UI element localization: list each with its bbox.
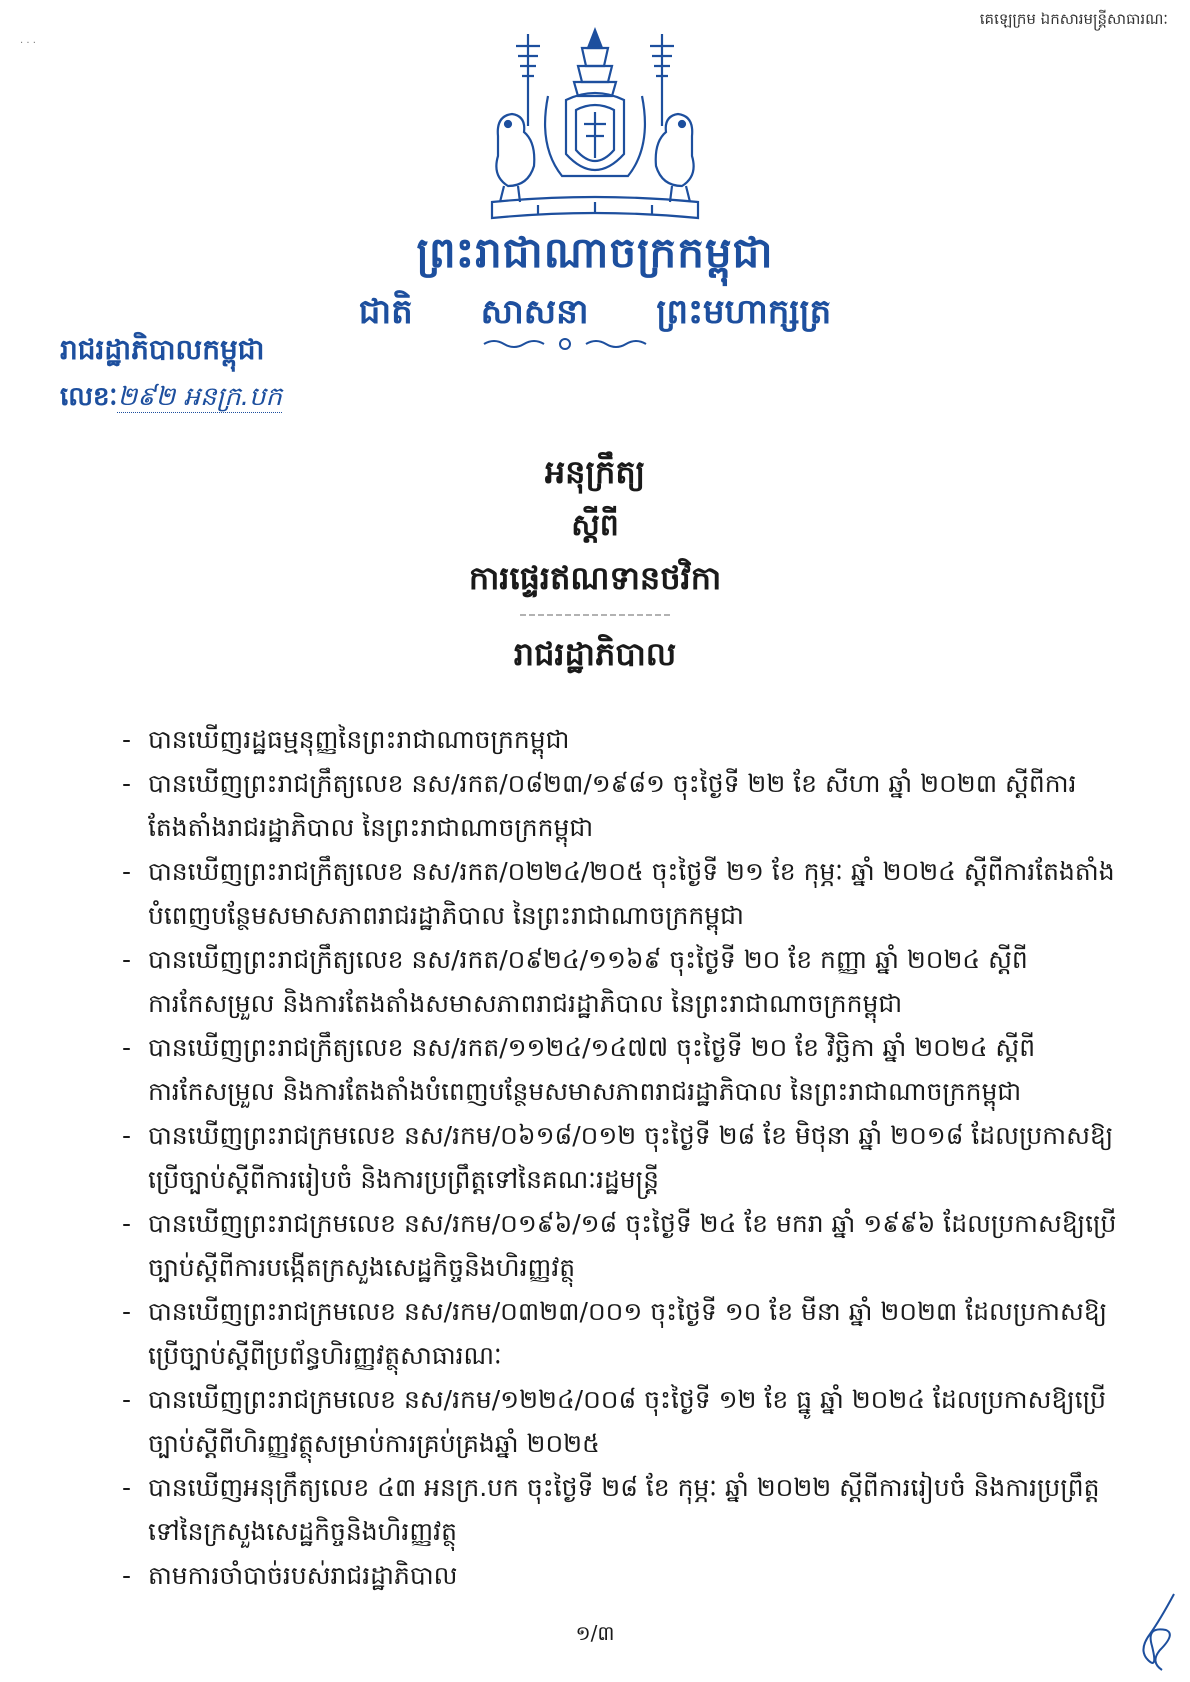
number-label: លេខៈ: [60, 382, 118, 412]
document-type: អនុក្រឹត្យ: [544, 453, 646, 491]
document-number: [60, 380, 282, 418]
scan-speck: · · ·: [20, 38, 36, 49]
ornament-divider-icon: [480, 336, 650, 352]
list-item: - បានឃើញព្រះរាជក្រឹត្យលេខ នស/រកត/០៨២៣/១៩៨១ ចុះថ្ងៃទី ២២ ខែ សីហា ឆ្នាំ ២០២៣ ស្តីពីការតែងតាំងរាជរដ្ឋាភិបាល នៃព្រះរាជាណាចក្រកម្ពុជា: [122, 762, 1122, 850]
list-item: - បានឃើញព្រះរាជក្រឹត្យលេខ នស/រកត/០២២៤/២០៥ ចុះថ្ងៃទី ២១ ខែ កុម្ភៈ ឆ្នាំ ២០២៤ ស្តីពីការតែងតាំងបំពេញបន្ថែមសមាសភាពរាជរដ្ឋាភិបាល នៃព្រះរាជាណាចក្រកម្ពុជា: [122, 850, 1122, 938]
considerations-list: [122, 718, 1122, 1598]
title-divider-icon: [520, 612, 670, 618]
about-label: ស្តីពី: [571, 508, 619, 543]
list-item: - បានឃើញព្រះរាជក្រមលេខ នស/រកម/០៦១៨/០១២ ចុះថ្ងៃទី ២៨ ខែ មិថុនា ឆ្នាំ ២០១៨ ដែលប្រកាសឱ្យប្រើច្បាប់ស្តីពីការរៀបចំ និងការប្រព្រឹត្តទៅនៃគណៈរដ្ឋមន្ត្រី: [122, 1114, 1122, 1202]
issuer-heading: រាជរដ្ឋាភិបាល: [513, 635, 677, 673]
page-number: ១/៣: [575, 1621, 615, 1645]
royal-coat-of-arms-icon: [478, 26, 712, 226]
list-item: - បានឃើញព្រះរាជក្រឹត្យលេខ នស/រកត/០៩២៤/១១៦៩ ចុះថ្ងៃទី ២០ ខែ កញ្ញា ឆ្នាំ ២០២៤ ស្តីពីការកែសម្រួល និងការតែងតាំងសមាសភាពរាជរដ្ឋាភិបាល នៃព្រះរាជាណាចក្រកម្ពុជា: [122, 938, 1122, 1026]
list-item: - បានឃើញអនុក្រឹត្យលេខ ៤៣ អនក្រ.បក ចុះថ្ងៃទី ២៨ ខែ កុម្ភៈ ឆ្នាំ ២០២២ ស្តីពីការរៀបចំ និងការប្រព្រឹត្តទៅនៃក្រសួងសេដ្ឋកិច្ចនិងហិរញ្ញវត្ថុ: [122, 1466, 1122, 1554]
list-item: - បានឃើញរដ្ឋធម្មនុញ្ញនៃព្រះរាជាណាចក្រកម្ពុជា: [122, 718, 1122, 762]
list-item: - បានឃើញព្រះរាជក្រមលេខ នស/រកម/០៣២៣/០០១ ចុះថ្ងៃទី ១០ ខែ មីនា ឆ្នាំ ២០២៣ ដែលប្រកាសឱ្យប្រើច្បាប់ស្តីពីប្រព័ន្ធហិរញ្ញវត្ថុសាធារណៈ: [122, 1290, 1122, 1378]
list-item: - បានឃើញព្រះរាជក្រមលេខ នស/រកម/០១៩៦/១៨ ចុះថ្ងៃទី ២៤ ខែ មករា ឆ្នាំ ១៩៩៦ ដែលប្រកាសឱ្យប្រើច្បាប់ស្តីពីការបង្កើតក្រសួងសេដ្ឋកិច្ចនិងហិរញ្ញវត្ថុ: [122, 1202, 1122, 1290]
list-item: - បានឃើញព្រះរាជក្រឹត្យលេខ នស/រកត/១១២៤/១៤៧៧ ចុះថ្ងៃទី ២០ ខែ វិច្ឆិកា ឆ្នាំ ២០២៤ ស្តីពីការកែសម្រួល និងការតែងតាំងបំពេញបន្ថែមសមាសភាពរាជរដ្ឋាភិបាល នៃព្រះរាជាណាចក្រកម្ពុជា: [122, 1026, 1122, 1114]
motto-religion: សាសនា: [480, 292, 589, 332]
motto-king: ព្រះមហាក្សត្រ: [656, 292, 832, 332]
kingdom-name: ព្រះរាជាណាចក្រកម្ពុជា: [416, 228, 774, 277]
issuing-government: រាជរដ្ឋាភិបាលកម្ពុជា: [60, 333, 265, 366]
number-value: ២៩២ អនក្រ.បក: [117, 382, 283, 412]
signature-icon: [1130, 1590, 1180, 1675]
document-subject: ការផ្ទេរឥណទានថវិកា: [468, 559, 722, 597]
list-item: - តាមការចាំបាច់របស់រាជរដ្ឋាភិបាល: [122, 1554, 1122, 1598]
motto-nation: ជាតិ: [358, 292, 413, 332]
top-note: គេឡេក្រម ឯកសារមន្ត្រីសាធារណៈ: [979, 10, 1168, 28]
list-item: - បានឃើញព្រះរាជក្រមលេខ នស/រកម/១២២៤/០០៨ ចុះថ្ងៃទី ១២ ខែ ធ្នូ ឆ្នាំ ២០២៤ ដែលប្រកាសឱ្យប្រើច្បាប់ស្តីពីហិរញ្ញវត្ថុសម្រាប់ការគ្រប់គ្រងឆ្នាំ ២០២៥: [122, 1378, 1122, 1466]
